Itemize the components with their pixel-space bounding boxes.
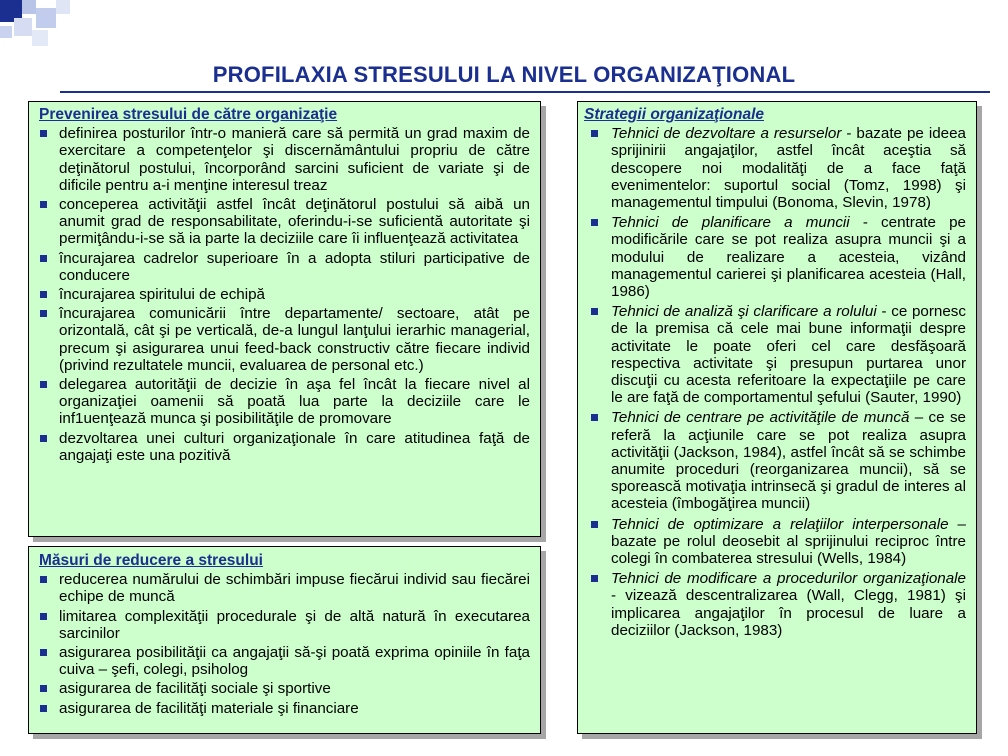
list-item — [584, 516, 966, 568]
strategy-term: Tehnici de optimizare a relaţiilor interpersonale — [611, 515, 949, 533]
strategy-text: – ce se referă la acţiunile care se pot realiza asupra activităţii (Jackson, 1984), astfel încât să se schimbe anumite proceduri (reorganizarea muncii), să se sporească motivaţia intrinsecă şi gradul de interes al acesteia (îmbogăţirea muncii) — [611, 409, 966, 513]
square-bullet-icon — [40, 130, 47, 137]
strategy-text: - bazate pe ideea sprijinirii angajaţilor, astfel încât aceştia să descopere noi modalităţi de a face faţă evenimentelor: suportul social (Tomz, 1998) şi managementul timpului (Bonoma, Slevin, 1978) — [611, 125, 966, 212]
prevention-box — [28, 101, 541, 537]
list-item — [584, 570, 966, 639]
prevention-list — [39, 125, 530, 464]
list-item: definirea posturilor într-o manieră care să permită un grad maxim de exercitare a competenţelor şi discernământului propriu de către deţinătorul postului, încorporând sarcini suficient de variate şi de dificile pentru a-i menţine interesul treaz — [39, 125, 530, 194]
strategy-text: - vizează descentralizarea (Wall, Clegg, 1981) şi implicarea angajaţilor în procesul de luare a deciziilor (Jackson, 1983) — [611, 587, 966, 639]
list-item: asigurarea posibilităţii ca angajaţii să-şi poată exprima opiniile în faţa cuiva – şefi, colegi, psiholog — [39, 644, 530, 678]
reduction-list — [39, 571, 530, 717]
strategy-text: - centrate pe modificările care se pot realiza asupra muncii şi a modului de realizare a acesteia, vizând managementul carierei şi planificarea acesteia (Hall, 1986) — [611, 214, 966, 301]
list-item — [584, 125, 966, 211]
strategy-term: Tehnici de centrare pe activităţile de muncă — [611, 409, 910, 427]
list-item: asigurarea de facilităţi materiale şi financiare — [39, 700, 530, 717]
list-item — [584, 214, 966, 300]
list-item: încurajarea cadrelor superioare în a adopta stiluri participative de conducere — [39, 250, 530, 284]
strategy-term: Tehnici de dezvoltare a resurselor — [611, 125, 842, 143]
strategy-term: Tehnici de modificare a procedurilor organizaţionale — [611, 570, 966, 588]
strategies-box — [577, 101, 977, 734]
strategy-term: Tehnici de analiză şi clarificare a rolului — [611, 303, 877, 321]
square-bullet-icon — [591, 308, 598, 315]
square-bullet-icon — [40, 613, 47, 620]
prevention-heading: Prevenirea stresului de către organizaţie — [39, 106, 338, 123]
strategies-list — [584, 125, 966, 639]
square-bullet-icon — [591, 219, 598, 226]
square-bullet-icon — [591, 521, 598, 528]
square-bullet-icon — [591, 414, 598, 421]
square-bullet-icon — [40, 435, 47, 442]
square-bullet-icon — [40, 381, 47, 388]
square-bullet-icon — [591, 575, 598, 582]
list-item: încurajarea comunicării între departamente/ sectoare, atât pe orizontală, cât şi pe verticală, de-a lungul lanţului ierarhic managerial, precum şi asigurarea unui feed-back constructiv către fiecare individ (privind rezultatele muncii, evaluarea de personal etc.) — [39, 305, 530, 374]
strategy-text: - ce pornesc de la premisa că cele mai bune informaţii despre activitate le poate oferi cel care desfăşoară respectiva activitate şi presupun purtarea unor discuţii cu acesta referitoare la expectaţiile pe care le are faţă de comportamentul şefului (Sauter, 1990) — [611, 303, 966, 407]
list-item — [584, 409, 966, 512]
list-item: delegarea autorităţii de decizie în aşa fel încât la fiecare nivel al organizaţiei oamenii să poată lua parte la deciziile care le inf1uenţează munca şi posibilităţile de promovare — [39, 376, 530, 428]
strategy-text: – bazate pe rolul deosebit al sprijinului reciproc între colegi în combaterea stresului (Wells, 1984) — [611, 515, 966, 568]
square-bullet-icon — [40, 576, 47, 583]
list-item: dezvoltarea unei culturi organizaţionale în care atitudinea faţă de angajaţi este una pozitivă — [39, 430, 530, 464]
square-bullet-icon — [40, 291, 47, 298]
list-item: limitarea complexităţii procedurale şi de altă natură în executarea sarcinilor — [39, 608, 530, 642]
square-bullet-icon — [40, 705, 47, 712]
square-bullet-icon — [40, 685, 47, 692]
square-bullet-icon — [40, 255, 47, 262]
strategy-term: Tehnici de planificare a muncii — [611, 214, 850, 232]
list-item: încurajarea spiritului de echipă — [39, 286, 530, 303]
square-bullet-icon — [40, 310, 47, 317]
list-item — [584, 303, 966, 406]
square-bullet-icon — [591, 130, 598, 137]
list-item: reducerea numărului de schimbări impuse fiecărui individ sau fiecărei echipe de muncă — [39, 571, 530, 605]
reduction-heading: Măsuri de reducere a stresului — [39, 552, 263, 569]
corner-decoration — [0, 0, 80, 60]
list-item: conceperea activităţii astfel încât deţinătorul postului să aibă un anumit grad de responsabilitate, oferindu-i-se suficientă autoritate şi permiţându-i-se să ia parte la deciziile care îi influenţează activitatea — [39, 196, 530, 248]
square-bullet-icon — [40, 201, 47, 208]
list-item: asigurarea de facilităţi sociale şi sportive — [39, 680, 530, 697]
reduction-box — [28, 546, 541, 734]
strategies-heading: Strategii organizaţionale — [584, 106, 765, 123]
title-underline — [60, 91, 990, 93]
square-bullet-icon — [40, 649, 47, 656]
page-title: PROFILAXIA STRESULUI LA NIVEL ORGANIZAŢIONAL — [212, 62, 796, 87]
